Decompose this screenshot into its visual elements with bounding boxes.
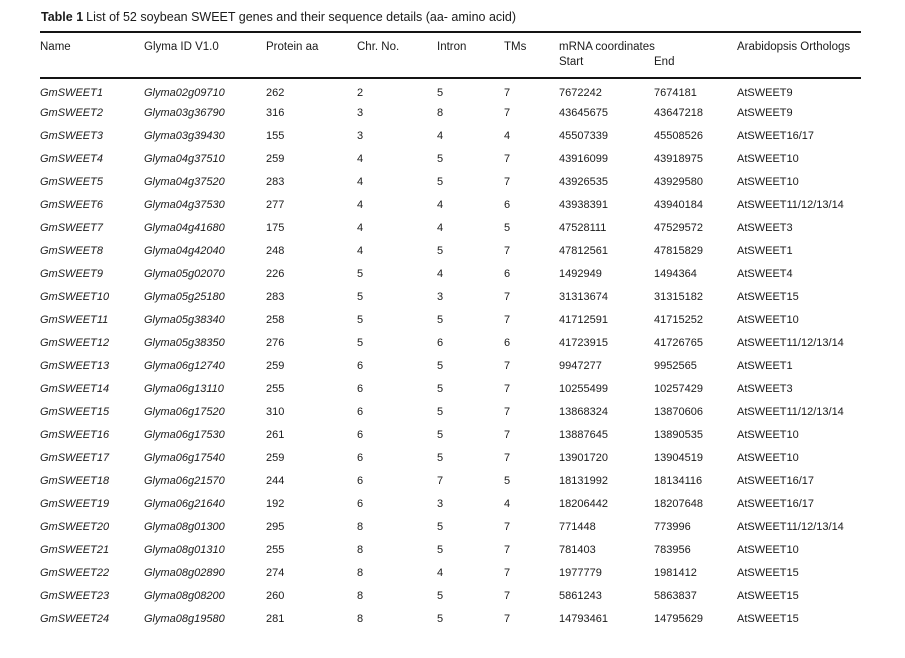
cell-tms: 7	[504, 382, 511, 395]
cell-chr-no: 4	[357, 221, 364, 234]
cell-tms: 4	[504, 129, 511, 142]
cell-protein-aa: 259	[266, 152, 285, 165]
cell-mrna-start: 18206442	[559, 497, 608, 510]
cell-protein-aa: 192	[266, 497, 285, 510]
cell-gene-name: GmSWEET15	[40, 405, 110, 418]
cell-tms: 7	[504, 612, 511, 625]
cell-gene-name: GmSWEET18	[40, 474, 110, 487]
table-body	[40, 78, 861, 630]
cell-gene-name: GmSWEET1	[40, 86, 103, 99]
cell-tms: 7	[504, 313, 511, 326]
cell-gene-name: GmSWEET14	[40, 382, 110, 395]
column-header-tms: TMs	[504, 41, 527, 53]
cell-ortholog: AtSWEET1	[737, 244, 793, 257]
cell-tms: 7	[504, 106, 511, 119]
cell-ortholog: AtSWEET3	[737, 221, 793, 234]
cell-protein-aa: 255	[266, 543, 285, 556]
column-header-intron: Intron	[437, 41, 467, 53]
cell-glyma-id: Glyma08g08200	[144, 589, 225, 602]
cell-ortholog: AtSWEET15	[737, 290, 799, 303]
cell-tms: 7	[504, 543, 511, 556]
cell-mrna-end: 45508526	[654, 129, 703, 142]
cell-intron: 5	[437, 428, 444, 441]
table-row	[40, 446, 861, 469]
cell-mrna-start: 43926535	[559, 175, 608, 188]
cell-mrna-start: 13887645	[559, 428, 608, 441]
cell-mrna-end: 31315182	[654, 290, 703, 303]
column-header-protein-aa: Protein aa	[266, 41, 319, 53]
cell-ortholog: AtSWEET10	[737, 152, 799, 165]
cell-mrna-start: 31313674	[559, 290, 608, 303]
cell-tms: 7	[504, 86, 511, 99]
cell-tms: 7	[504, 451, 511, 464]
cell-intron: 5	[437, 359, 444, 372]
cell-intron: 5	[437, 382, 444, 395]
cell-intron: 5	[437, 405, 444, 418]
table-header-row-1	[40, 32, 861, 56]
cell-gene-name: GmSWEET4	[40, 152, 103, 165]
cell-mrna-start: 41712591	[559, 313, 608, 326]
table-title-text: List of 52 soybean SWEET genes and their sequence details (aa- amino acid)	[86, 10, 517, 24]
cell-chr-no: 6	[357, 428, 364, 441]
table-row	[40, 285, 861, 308]
cell-glyma-id: Glyma05g25180	[144, 290, 225, 303]
table-row	[40, 492, 861, 515]
column-header-glyma-id: Glyma ID V1.0	[144, 41, 219, 53]
cell-mrna-end: 13890535	[654, 428, 703, 441]
cell-mrna-start: 43645675	[559, 106, 608, 119]
cell-ortholog: AtSWEET10	[737, 543, 799, 556]
cell-ortholog: AtSWEET11/12/13/14	[737, 336, 844, 349]
table-row	[40, 331, 861, 354]
cell-ortholog: AtSWEET10	[737, 428, 799, 441]
cell-intron: 5	[437, 86, 444, 99]
cell-glyma-id: Glyma04g37530	[144, 198, 225, 211]
cell-glyma-id: Glyma06g21570	[144, 474, 225, 487]
cell-protein-aa: 295	[266, 520, 285, 533]
cell-tms: 7	[504, 589, 511, 602]
cell-glyma-id: Glyma05g38350	[144, 336, 225, 349]
cell-gene-name: GmSWEET3	[40, 129, 103, 142]
cell-mrna-end: 13904519	[654, 451, 703, 464]
cell-mrna-end: 43940184	[654, 198, 703, 211]
cell-protein-aa: 259	[266, 451, 285, 464]
cell-mrna-start: 14793461	[559, 612, 608, 625]
table-row	[40, 216, 861, 239]
cell-glyma-id: Glyma04g42040	[144, 244, 225, 257]
cell-mrna-start: 47812561	[559, 244, 608, 257]
cell-gene-name: GmSWEET12	[40, 336, 110, 349]
cell-chr-no: 5	[357, 336, 364, 349]
column-header-mrna-coordinates: mRNA coordinates	[559, 41, 655, 53]
cell-protein-aa: 283	[266, 175, 285, 188]
cell-mrna-start: 45507339	[559, 129, 608, 142]
cell-intron: 4	[437, 566, 444, 579]
cell-chr-no: 6	[357, 382, 364, 395]
cell-ortholog: AtSWEET16/17	[737, 474, 815, 487]
table-row	[40, 561, 861, 584]
cell-protein-aa: 255	[266, 382, 285, 395]
table-row	[40, 239, 861, 262]
cell-ortholog: AtSWEET16/17	[737, 497, 815, 510]
table-header	[40, 32, 861, 78]
cell-mrna-start: 9947277	[559, 359, 602, 372]
cell-mrna-start: 13901720	[559, 451, 608, 464]
cell-gene-name: GmSWEET7	[40, 221, 103, 234]
cell-gene-name: GmSWEET16	[40, 428, 110, 441]
cell-glyma-id: Glyma05g02070	[144, 267, 225, 280]
cell-glyma-id: Glyma06g13110	[144, 382, 224, 395]
cell-tms: 7	[504, 244, 511, 257]
cell-protein-aa: 226	[266, 267, 285, 280]
table-row	[40, 515, 861, 538]
cell-gene-name: GmSWEET20	[40, 520, 110, 533]
column-header-start: Start	[559, 56, 584, 68]
cell-tms: 6	[504, 336, 511, 349]
table-row	[40, 78, 861, 101]
cell-glyma-id: Glyma08g01310	[144, 543, 225, 556]
cell-glyma-id: Glyma06g21640	[144, 497, 225, 510]
cell-intron: 6	[437, 336, 444, 349]
table-row	[40, 262, 861, 285]
cell-chr-no: 5	[357, 290, 364, 303]
cell-ortholog: AtSWEET11/12/13/14	[737, 198, 844, 211]
cell-chr-no: 8	[357, 566, 364, 579]
cell-protein-aa: 260	[266, 589, 285, 602]
cell-ortholog: AtSWEET9	[737, 106, 793, 119]
cell-protein-aa: 244	[266, 474, 285, 487]
column-header-arabidopsis-orthologs: Arabidopsis Orthologs	[737, 41, 851, 53]
cell-chr-no: 6	[357, 474, 364, 487]
cell-ortholog: AtSWEET10	[737, 451, 799, 464]
cell-mrna-end: 47529572	[654, 221, 703, 234]
cell-chr-no: 4	[357, 198, 364, 211]
cell-chr-no: 3	[357, 106, 364, 119]
cell-mrna-start: 7672242	[559, 86, 602, 99]
cell-mrna-end: 1494364	[654, 267, 697, 280]
cell-intron: 4	[437, 267, 444, 280]
cell-intron: 7	[437, 474, 444, 487]
cell-mrna-end: 43647218	[654, 106, 703, 119]
cell-intron: 5	[437, 543, 444, 556]
cell-chr-no: 6	[357, 497, 364, 510]
cell-mrna-start: 43938391	[559, 198, 608, 211]
cell-mrna-end: 7674181	[654, 86, 697, 99]
cell-intron: 4	[437, 198, 444, 211]
cell-ortholog: AtSWEET10	[737, 175, 799, 188]
cell-intron: 5	[437, 152, 444, 165]
cell-intron: 5	[437, 451, 444, 464]
cell-intron: 8	[437, 106, 444, 119]
table-row	[40, 538, 861, 561]
cell-mrna-end: 773996	[654, 520, 691, 533]
cell-glyma-id: Glyma04g41680	[144, 221, 225, 234]
cell-gene-name: GmSWEET23	[40, 589, 110, 602]
cell-gene-name: GmSWEET21	[40, 543, 110, 556]
cell-chr-no: 5	[357, 267, 364, 280]
table-row	[40, 147, 861, 170]
cell-mrna-end: 14795629	[654, 612, 703, 625]
cell-chr-no: 2	[357, 86, 364, 99]
cell-protein-aa: 316	[266, 106, 285, 119]
cell-intron: 5	[437, 313, 444, 326]
cell-tms: 7	[504, 428, 511, 441]
cell-intron: 5	[437, 244, 444, 257]
cell-mrna-start: 41723915	[559, 336, 608, 349]
cell-protein-aa: 259	[266, 359, 285, 372]
cell-tms: 7	[504, 359, 511, 372]
cell-gene-name: GmSWEET13	[40, 359, 110, 372]
cell-mrna-start: 1492949	[559, 267, 602, 280]
cell-tms: 4	[504, 497, 511, 510]
cell-tms: 6	[504, 198, 511, 211]
cell-gene-name: GmSWEET17	[40, 451, 110, 464]
cell-intron: 5	[437, 612, 444, 625]
cell-mrna-end: 5863837	[654, 589, 697, 602]
cell-glyma-id: Glyma03g39430	[144, 129, 225, 142]
cell-glyma-id: Glyma06g17530	[144, 428, 225, 441]
cell-protein-aa: 261	[266, 428, 285, 441]
table-row	[40, 354, 861, 377]
cell-chr-no: 8	[357, 543, 364, 556]
cell-ortholog: AtSWEET15	[737, 589, 799, 602]
cell-intron: 4	[437, 221, 444, 234]
cell-protein-aa: 262	[266, 86, 285, 99]
cell-glyma-id: Glyma04g37520	[144, 175, 225, 188]
table-row	[40, 469, 861, 492]
cell-ortholog: AtSWEET16/17	[737, 129, 815, 142]
table-row	[40, 308, 861, 331]
cell-mrna-end: 18134116	[654, 474, 703, 487]
cell-gene-name: GmSWEET5	[40, 175, 103, 188]
cell-tms: 5	[504, 221, 511, 234]
cell-tms: 7	[504, 520, 511, 533]
cell-tms: 7	[504, 405, 511, 418]
table-row	[40, 423, 861, 446]
cell-glyma-id: Glyma08g01300	[144, 520, 225, 533]
cell-chr-no: 5	[357, 313, 364, 326]
cell-mrna-end: 43929580	[654, 175, 703, 188]
cell-chr-no: 6	[357, 451, 364, 464]
cell-glyma-id: Glyma04g37510	[144, 152, 225, 165]
table-row	[40, 607, 861, 630]
cell-glyma-id: Glyma05g38340	[144, 313, 225, 326]
cell-gene-name: GmSWEET24	[40, 612, 110, 625]
cell-chr-no: 8	[357, 612, 364, 625]
cell-ortholog: AtSWEET4	[737, 267, 793, 280]
cell-gene-name: GmSWEET10	[40, 290, 110, 303]
column-header-name: Name	[40, 41, 71, 53]
cell-tms: 7	[504, 152, 511, 165]
cell-intron: 5	[437, 520, 444, 533]
cell-protein-aa: 281	[266, 612, 285, 625]
sweet-genes-table	[40, 31, 861, 630]
cell-ortholog: AtSWEET1	[737, 359, 793, 372]
cell-gene-name: GmSWEET22	[40, 566, 110, 579]
cell-mrna-end: 47815829	[654, 244, 703, 257]
table-title	[40, 6, 905, 31]
table-row	[40, 101, 861, 124]
cell-intron: 4	[437, 129, 444, 142]
column-header-end: End	[654, 56, 675, 68]
cell-mrna-start: 10255499	[559, 382, 608, 395]
cell-protein-aa: 155	[266, 129, 285, 142]
cell-protein-aa: 277	[266, 198, 285, 211]
cell-gene-name: GmSWEET11	[40, 313, 109, 326]
cell-gene-name: GmSWEET8	[40, 244, 103, 257]
table-row	[40, 193, 861, 216]
cell-protein-aa: 276	[266, 336, 285, 349]
cell-mrna-end: 9952565	[654, 359, 697, 372]
cell-mrna-start: 13868324	[559, 405, 608, 418]
cell-protein-aa: 274	[266, 566, 285, 579]
cell-tms: 7	[504, 566, 511, 579]
cell-mrna-end: 1981412	[654, 566, 697, 579]
cell-glyma-id: Glyma08g02890	[144, 566, 225, 579]
cell-gene-name: GmSWEET9	[40, 267, 103, 280]
cell-mrna-start: 47528111	[559, 221, 607, 234]
cell-glyma-id: Glyma08g19580	[144, 612, 225, 625]
cell-glyma-id: Glyma06g17520	[144, 405, 225, 418]
cell-chr-no: 4	[357, 244, 364, 257]
cell-mrna-start: 43916099	[559, 152, 608, 165]
table-row	[40, 377, 861, 400]
cell-glyma-id: Glyma06g12740	[144, 359, 225, 372]
cell-gene-name: GmSWEET2	[40, 106, 103, 119]
cell-chr-no: 4	[357, 152, 364, 165]
cell-tms: 6	[504, 267, 511, 280]
cell-tms: 5	[504, 474, 511, 487]
cell-mrna-start: 1977779	[559, 566, 602, 579]
cell-protein-aa: 310	[266, 405, 285, 418]
cell-intron: 3	[437, 497, 444, 510]
cell-ortholog: AtSWEET11/12/13/14	[737, 405, 844, 418]
cell-chr-no: 8	[357, 520, 364, 533]
cell-mrna-end: 41726765	[654, 336, 703, 349]
cell-mrna-end: 41715252	[654, 313, 703, 326]
cell-mrna-start: 781403	[559, 543, 596, 556]
cell-mrna-start: 771448	[559, 520, 596, 533]
cell-chr-no: 3	[357, 129, 364, 142]
cell-chr-no: 4	[357, 175, 364, 188]
cell-chr-no: 6	[357, 405, 364, 418]
table-row	[40, 170, 861, 193]
cell-chr-no: 6	[357, 359, 364, 372]
cell-mrna-end: 43918975	[654, 152, 703, 165]
cell-intron: 3	[437, 290, 444, 303]
cell-gene-name: GmSWEET19	[40, 497, 110, 510]
cell-ortholog: AtSWEET15	[737, 612, 799, 625]
column-header-chr-no: Chr. No.	[357, 41, 400, 53]
cell-chr-no: 8	[357, 589, 364, 602]
cell-glyma-id: Glyma03g36790	[144, 106, 225, 119]
table-row	[40, 400, 861, 423]
cell-glyma-id: Glyma02g09710	[144, 86, 225, 99]
cell-ortholog: AtSWEET15	[737, 566, 799, 579]
cell-protein-aa: 258	[266, 313, 285, 326]
table-title-label: Table 1	[41, 10, 84, 24]
cell-mrna-start: 18131992	[559, 474, 608, 487]
cell-glyma-id: Glyma06g17540	[144, 451, 225, 464]
cell-mrna-end: 18207648	[654, 497, 703, 510]
cell-tms: 7	[504, 175, 511, 188]
cell-mrna-start: 5861243	[559, 589, 602, 602]
cell-protein-aa: 175	[266, 221, 285, 234]
cell-mrna-end: 13870606	[654, 405, 703, 418]
cell-ortholog: AtSWEET9	[737, 86, 793, 99]
cell-intron: 5	[437, 589, 444, 602]
cell-ortholog: AtSWEET3	[737, 382, 793, 395]
cell-mrna-end: 783956	[654, 543, 691, 556]
cell-intron: 5	[437, 175, 444, 188]
cell-mrna-end: 10257429	[654, 382, 703, 395]
cell-ortholog: AtSWEET11/12/13/14	[737, 520, 844, 533]
table-row	[40, 124, 861, 147]
table-row	[40, 584, 861, 607]
cell-protein-aa: 248	[266, 244, 285, 257]
cell-tms: 7	[504, 290, 511, 303]
cell-protein-aa: 283	[266, 290, 285, 303]
cell-ortholog: AtSWEET10	[737, 313, 799, 326]
cell-gene-name: GmSWEET6	[40, 198, 103, 211]
